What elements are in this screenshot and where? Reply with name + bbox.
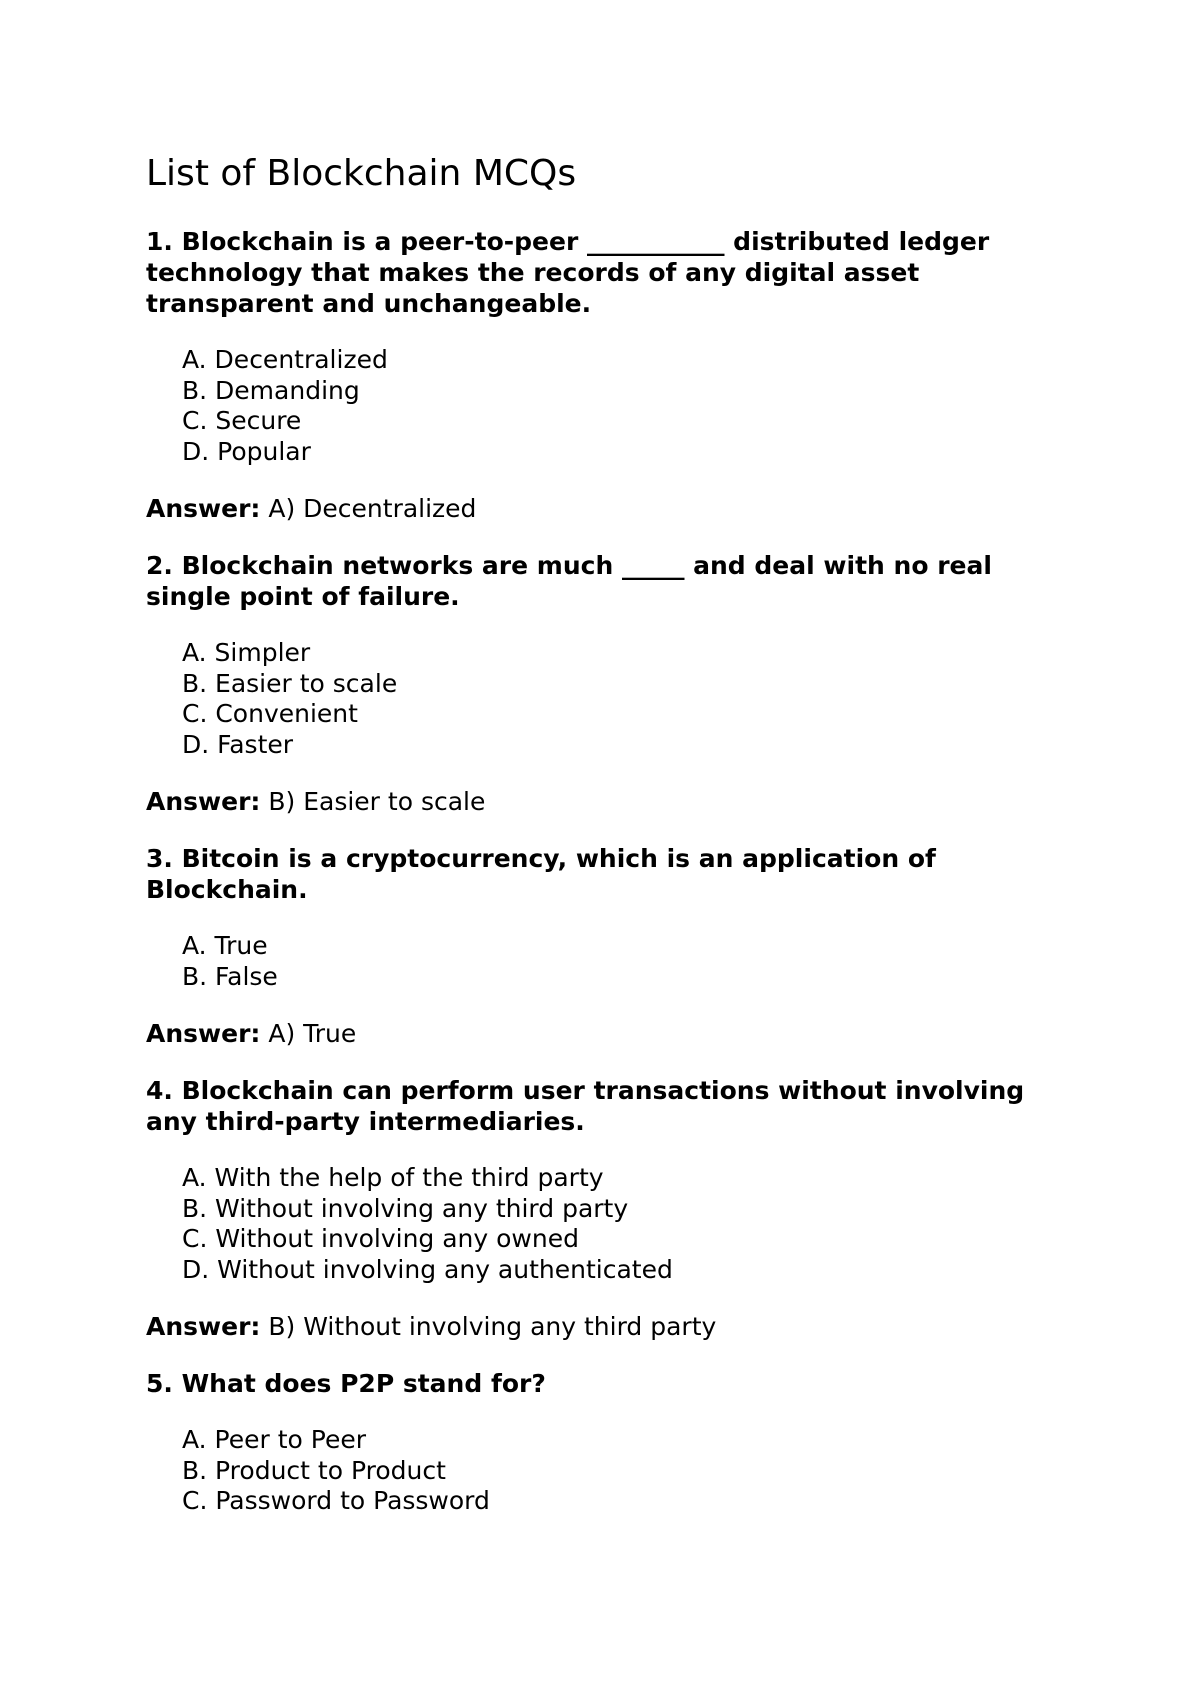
question-2: [146, 550, 1076, 817]
answer-value: B) Easier to scale: [268, 787, 486, 816]
question-text: 3. Bitcoin is a cryptocurrency, which is an application of Blockchain.: [146, 844, 936, 904]
option-list: [146, 638, 1076, 760]
option-item: C. Convenient: [182, 699, 358, 728]
answer-line: [146, 1018, 1076, 1049]
option-item: C. Secure: [182, 406, 302, 435]
option-list: [146, 1163, 1076, 1285]
option-item: D. Without involving any authenticated: [182, 1254, 673, 1284]
option-item: B. Easier to scale: [182, 668, 398, 698]
option-item: A. Simpler: [182, 638, 311, 667]
answer-line: [146, 786, 1076, 817]
option-item: A. Decentralized: [182, 345, 388, 374]
answer-value: B) Without involving any third party: [268, 1312, 717, 1341]
question-4: [146, 1075, 1076, 1342]
question-text: 1. Blockchain is a peer-to-peer ___________ distributed ledger technology that makes the records of any digital asset transparent and unchangeable.: [146, 227, 990, 318]
option-item: C. Password to Password: [182, 1486, 490, 1515]
question-text: 4. Blockchain can perform user transactions without involving any third-party intermediaries.: [146, 1076, 1025, 1136]
option-item: A. With the help of the third party: [182, 1163, 604, 1192]
answer-line: [146, 1311, 1076, 1342]
answer-label: Answer:: [146, 494, 261, 523]
option-item: D. Faster: [182, 729, 294, 759]
question-3: [146, 843, 1076, 1049]
answer-label: Answer:: [146, 1019, 261, 1048]
question-text: 2. Blockchain networks are much _____ and deal with no real single point of failure.: [146, 551, 992, 611]
document-page: [146, 150, 1076, 1543]
option-list: [146, 345, 1076, 467]
option-item: A. True: [182, 931, 268, 960]
option-list: [146, 931, 1076, 992]
option-item: B. Without involving any third party: [182, 1193, 629, 1223]
answer-value: A) Decentralized: [268, 494, 477, 523]
option-item: A. Peer to Peer: [182, 1425, 366, 1454]
option-list: [146, 1425, 1076, 1517]
option-item: B. Product to Product: [182, 1455, 446, 1485]
option-item: B. Demanding: [182, 375, 360, 405]
page-title: List of Blockchain MCQs: [146, 153, 577, 194]
question-5: [146, 1368, 1076, 1517]
answer-value: A) True: [268, 1019, 357, 1048]
answer-label: Answer:: [146, 1312, 261, 1341]
option-item: C. Without involving any owned: [182, 1224, 579, 1253]
option-item: B. False: [182, 961, 278, 991]
question-text: 5. What does P2P stand for?: [146, 1369, 546, 1398]
option-item: D. Popular: [182, 436, 311, 466]
answer-line: [146, 493, 1076, 524]
answer-label: Answer:: [146, 787, 261, 816]
question-1: [146, 226, 1076, 524]
